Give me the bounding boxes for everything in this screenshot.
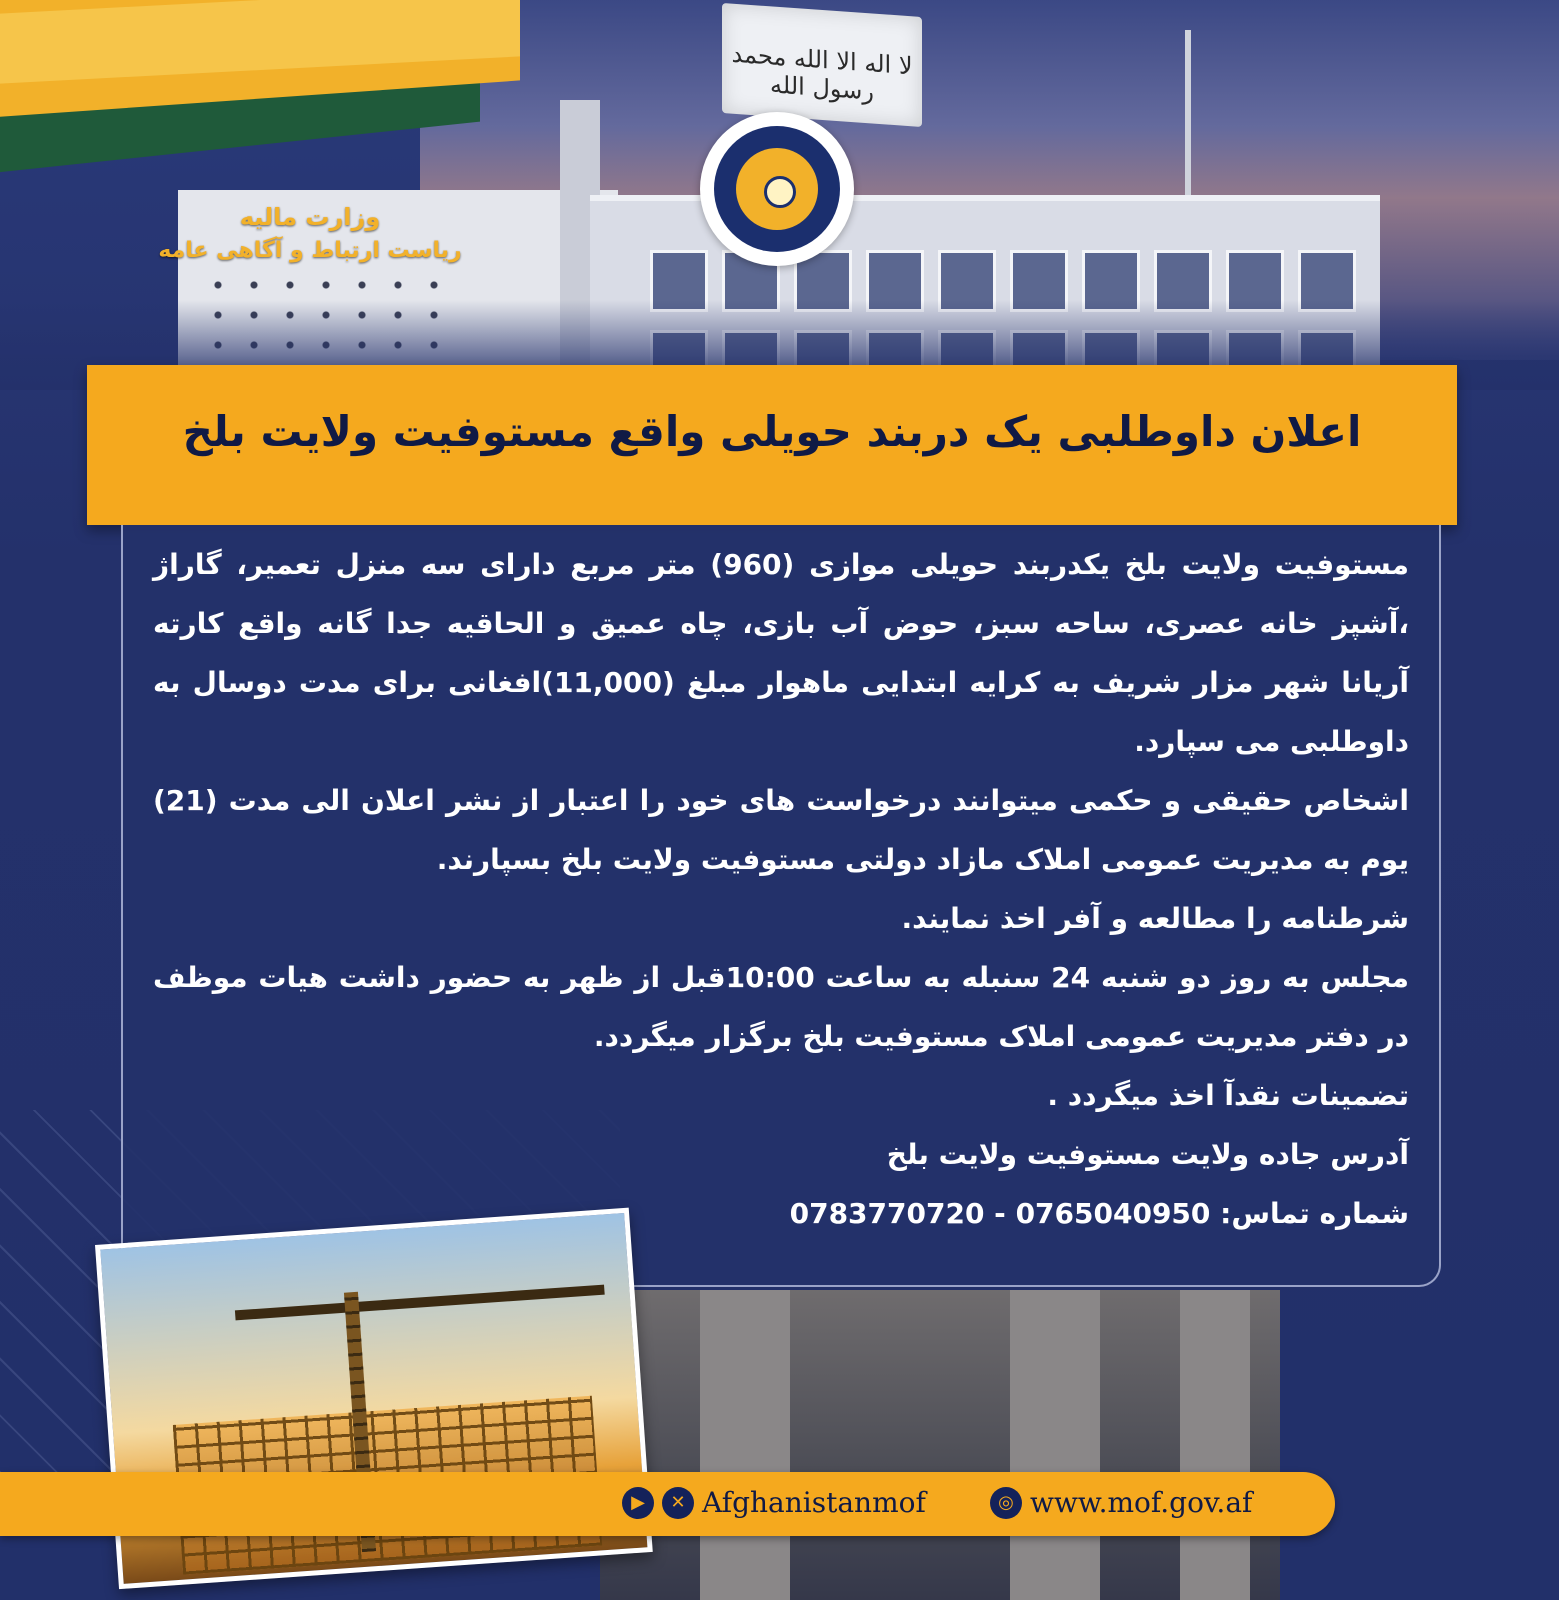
body-paragraph-address: آدرس جاده ولایت مستوفیت ولایت بلخ bbox=[886, 1138, 1409, 1171]
announcement-title: اعلان داوطلبی یک دربند حویلی واقع مستوفیت ولایت بلخ bbox=[182, 407, 1362, 456]
building-photo-column bbox=[700, 1290, 790, 1600]
body-paragraph-terms: شرطنامه را مطالعه و آفر اخذ نمایند. bbox=[901, 902, 1409, 935]
flag bbox=[722, 3, 922, 127]
body-paragraph-applicants: اشخاص حقیقی و حکمی میتوانند درخواست های خود را اعتبار از نشر اعلان الی مدت (21) یوم به مدیریت عمومی املاک مازاد دولتی مستوفیت ولایت بلخ بسپارند. bbox=[153, 784, 1409, 876]
footer-bar bbox=[0, 1472, 1335, 1536]
body-paragraph-session: مجلس به روز دو شنبه 24 سنبله به ساعت 10:00قبل از ظهر به حضور داشت هیات موظف در دفتر مدیریت عمومی املاک مستوفیت بلخ برگزار میگردد. bbox=[153, 961, 1410, 1053]
title-banner bbox=[87, 365, 1457, 525]
building-photo-column bbox=[1180, 1290, 1250, 1600]
body-paragraph-contact: شماره تماس: 0765040950 - 0783770720 bbox=[789, 1197, 1409, 1230]
social-links bbox=[622, 1486, 926, 1519]
flag-text: لا اله الا الله محمد رسول الله bbox=[731, 39, 913, 106]
announcement-body bbox=[121, 525, 1441, 1287]
website-url[interactable]: www.mof.gov.af bbox=[1030, 1486, 1253, 1519]
youtube-icon[interactable]: ▶ bbox=[622, 1487, 654, 1519]
department-name: ریاست ارتباط و آگاهی عامه bbox=[158, 238, 462, 263]
ministry-seal-icon bbox=[700, 112, 854, 266]
social-handle[interactable]: Afghanistanmof bbox=[702, 1486, 926, 1519]
ministry-name: وزارت مالیه bbox=[239, 203, 381, 231]
globe-icon: ◎ bbox=[990, 1487, 1022, 1519]
ministry-heading bbox=[150, 200, 470, 268]
x-icon[interactable]: ✕ bbox=[662, 1487, 694, 1519]
body-paragraph-guarantee: تضمینات نقدآ اخذ میگردد . bbox=[1047, 1079, 1409, 1112]
body-paragraph-property: مستوفیت ولایت بلخ یکدربند حویلی موازی (960) متر مربع دارای سه منزل تعمیر، گاراژ ،آشپز خانه عصری، ساحه سبز، حوض آب بازی، چاه عمیق و الحاقیه جدا گانه واقع کارته آریانا شهر مزار شریف به کرایه ابتدایی ماهوار مبلغ (11,000)افغانی برای مدت دوسال به داوطلبی می سپارد. bbox=[153, 548, 1409, 758]
building-photo-column bbox=[1010, 1290, 1100, 1600]
website-link bbox=[990, 1486, 1252, 1519]
